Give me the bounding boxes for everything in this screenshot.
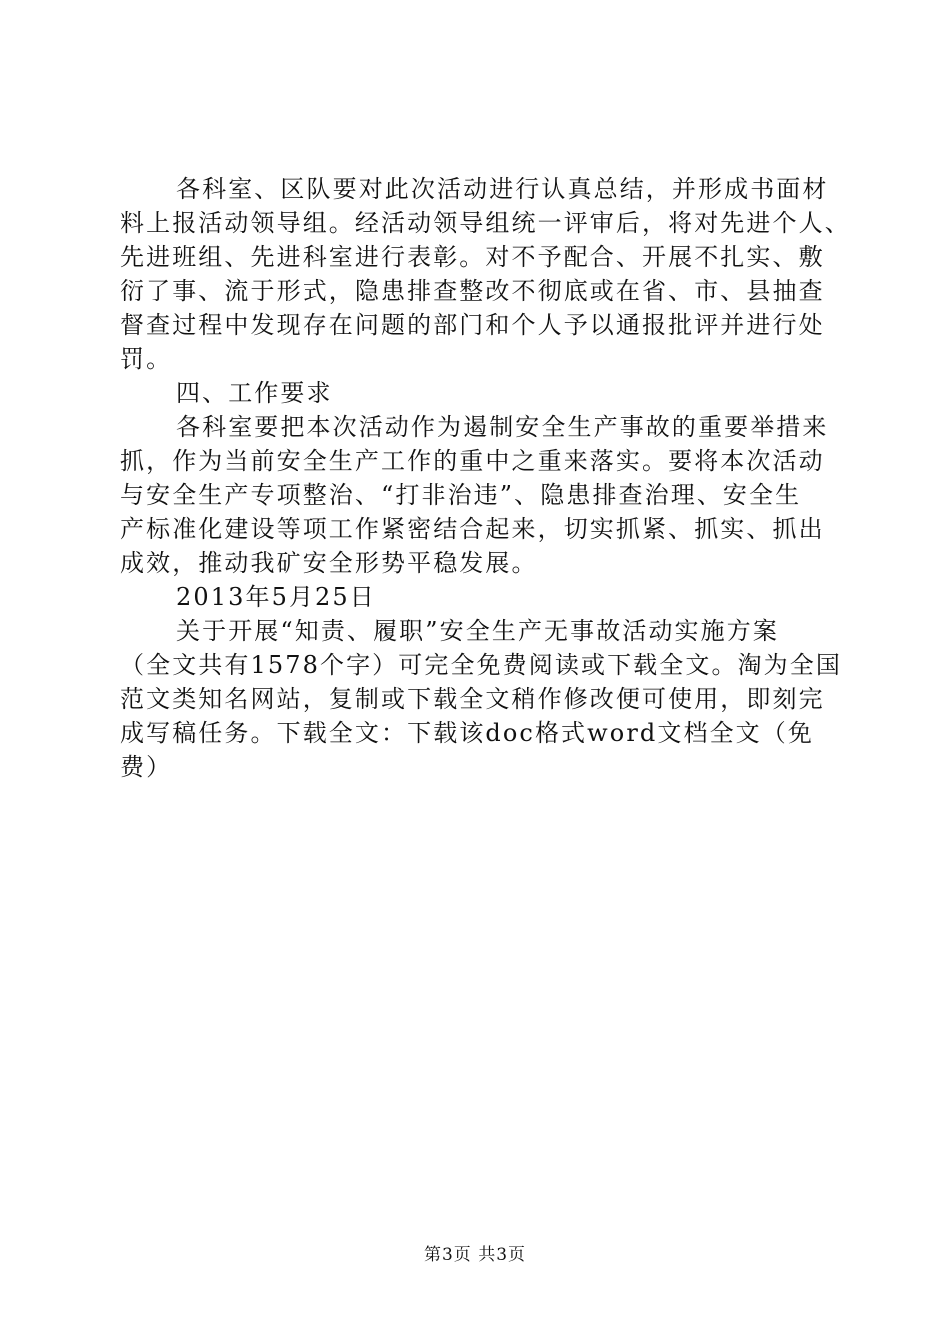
paragraph-line: 督查过程中发现存在问题的部门和个人予以通报批评并进行处 (120, 311, 825, 339)
section-heading: 四、工作要求 (176, 379, 333, 407)
paragraph-line: 先进班组、先进科室进行表彰。对不予配合、开展不扎实、敷 (120, 243, 825, 271)
download-notice-line: （全文共有1578个字）可完全免费阅读或下载全文。淘为全国 (120, 651, 842, 679)
paragraph-line: 各科室、区队要对此次活动进行认真总结，并形成书面材 (176, 175, 829, 203)
download-notice-line: 成写稿任务。下载全文：下载该doc格式word文档全文（免 (120, 719, 814, 747)
download-notice-line: 范文类知名网站，复制或下载全文稍作修改便可使用，即刻完 (120, 685, 825, 713)
paragraph-line: 衍了事、流于形式，隐患排查整改不彻底或在省、市、县抽查 (120, 277, 825, 305)
paragraph-line: 成效，推动我矿安全形势平稳发展。 (120, 549, 538, 577)
page-footer: 第3页 共3页 (423, 1245, 527, 1265)
paragraph-line: 与安全生产专项整治、“打非治违”、隐患排查治理、安全生 (120, 481, 802, 509)
document-date: 2013年5月25日 (176, 583, 376, 611)
download-notice-line: 费） (120, 753, 173, 781)
paragraph-line: 产标准化建设等项工作紧密结合起来，切实抓紧、抓实、抓出 (120, 515, 825, 543)
paragraph-line: 各科室要把本次活动作为遏制安全生产事故的重要举措来 (176, 413, 829, 441)
paragraph-line: 抓，作为当前安全生产工作的重中之重来落实。要将本次活动 (120, 447, 825, 475)
paragraph-line: 料上报活动领导组。经活动领导组统一评审后，将对先进个人、 (120, 209, 851, 237)
download-notice-line: 关于开展“知责、履职”安全生产无事故活动实施方案 (176, 617, 779, 645)
document-body (120, 172, 851, 784)
paragraph-line: 罚。 (120, 345, 173, 373)
